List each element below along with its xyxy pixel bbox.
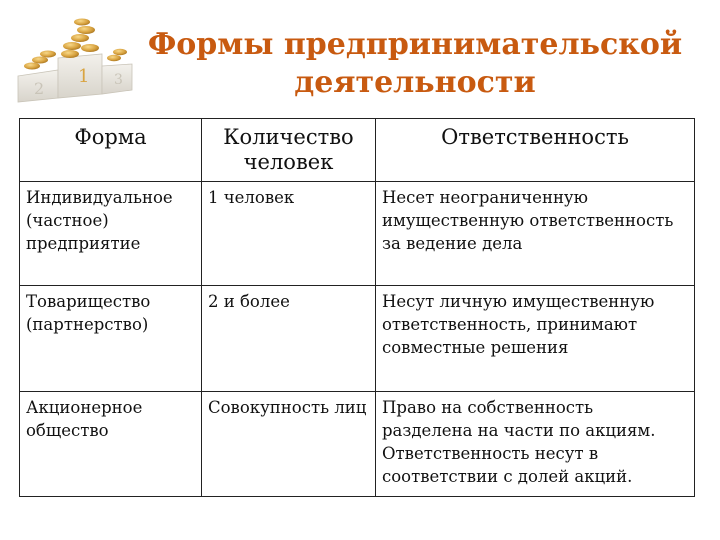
cell-form: Акционерное общество [20,392,202,497]
cell-count: Совокупность лиц [202,392,376,497]
podium-label-1: 1 [78,66,90,87]
table-header-row [20,119,695,182]
cell-count: 1 человек [202,182,376,286]
table-row [20,392,695,497]
column-header-liability: Ответственность [376,119,695,182]
cell-liability: Несут личную имущественную ответственность, принимают совместные решения [376,286,695,392]
title-line-1: Формы предпринимательской [147,27,683,62]
podium-label-2: 2 [34,79,45,98]
table-row [20,182,695,286]
cell-form: Индивидуальное (частное) предприятие [20,182,202,286]
cell-liability: Право на собственность разделена на части по акциям. Ответственность несут в соответствии с долей акций. [376,392,695,497]
column-header-count: Количество человек [202,119,376,182]
cell-form: Товарищество (партнерство) [20,286,202,392]
title-line-2: деятельности [294,65,536,100]
column-header-form: Форма [20,119,202,182]
cell-liability: Несет неограниченную имущественную ответственность за ведение дела [376,182,695,286]
page-title [140,26,690,102]
cell-count: 2 и более [202,286,376,392]
podium-label-3: 3 [114,72,123,88]
business-forms-table [19,118,695,497]
table-row [20,286,695,392]
coin-podium-icon [10,14,140,104]
